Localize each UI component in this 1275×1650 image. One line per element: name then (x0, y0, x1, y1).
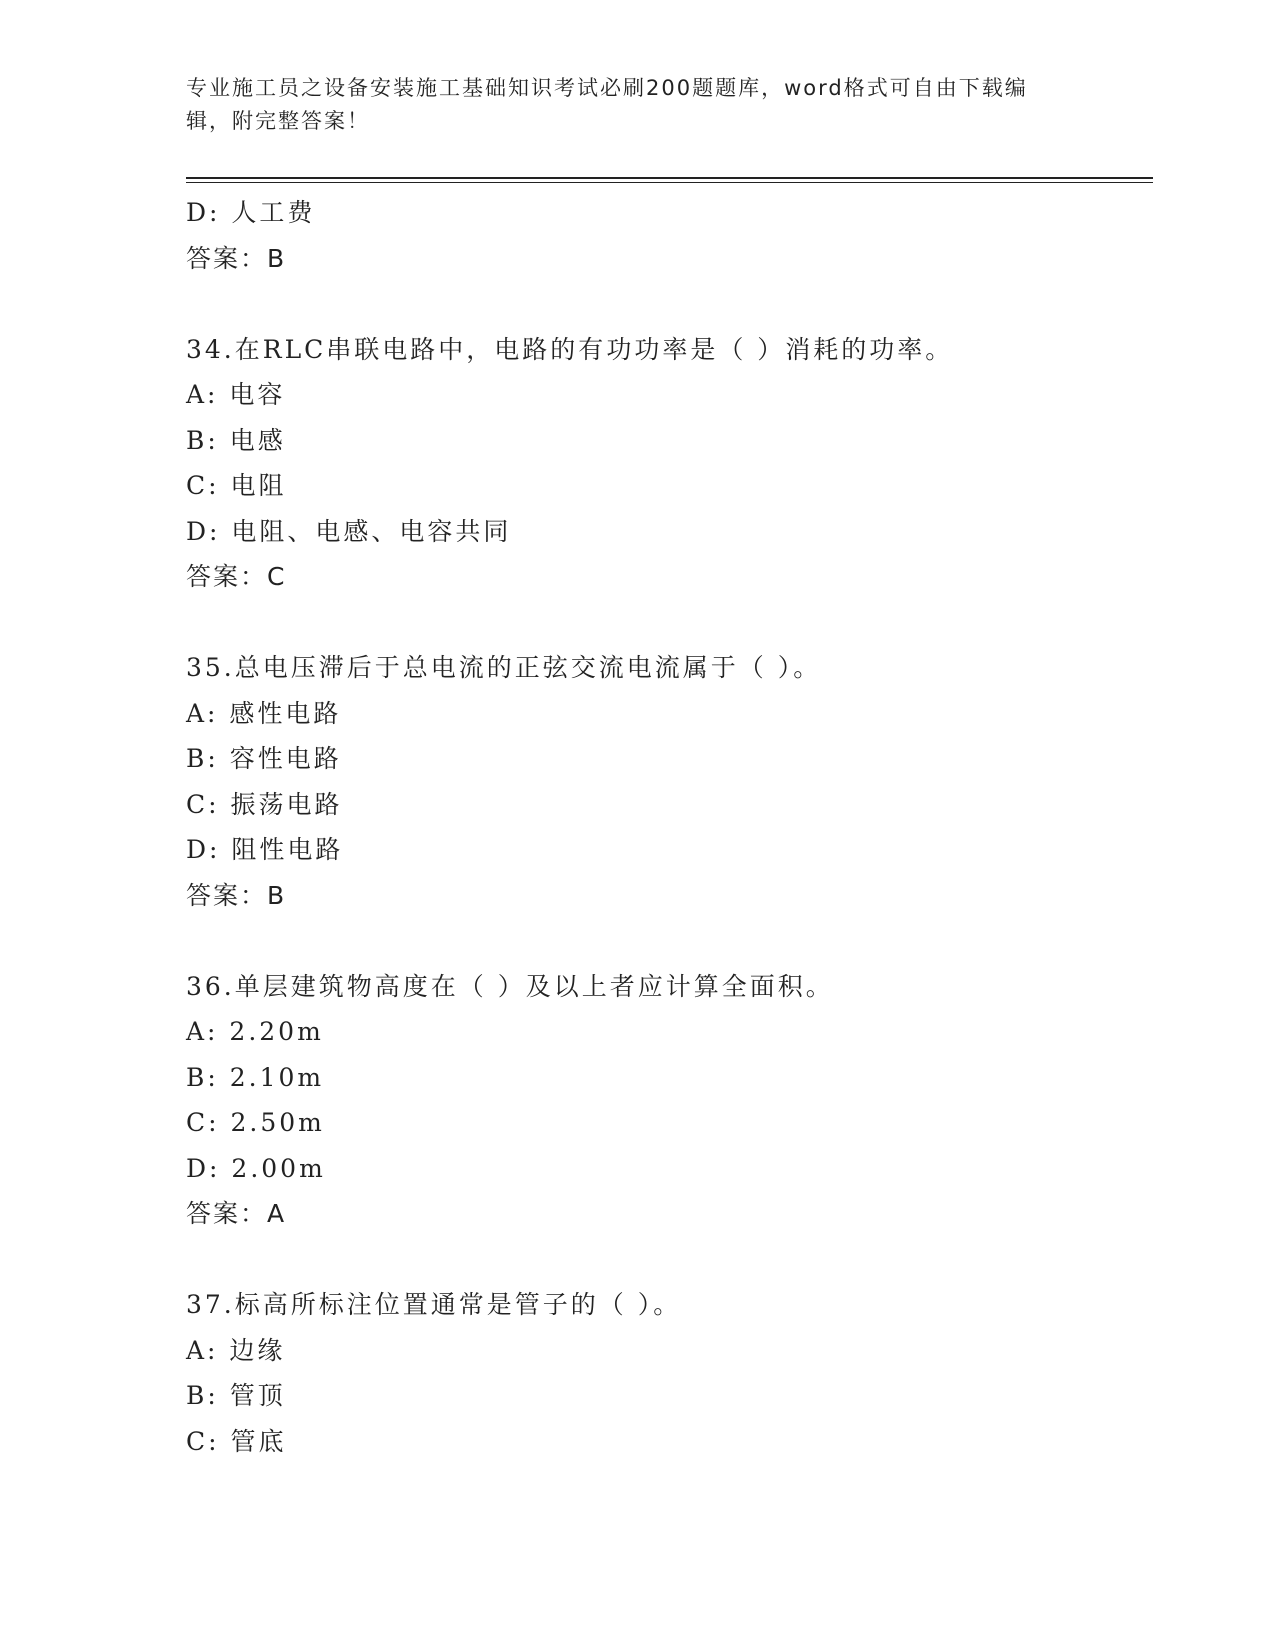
header-divider-thin (186, 182, 1153, 183)
option-c: C: 振荡电路 (186, 789, 343, 819)
question-37 (186, 1282, 1153, 1464)
option-b: B: 电感 (186, 425, 286, 455)
option-c: C: 管底 (186, 1426, 287, 1456)
option-d: D: 阻性电路 (186, 835, 344, 864)
option-d: D: 人工费 (186, 198, 316, 227)
question-33-tail (186, 190, 1153, 281)
question-stem: 37.标高所标注位置通常是管子的（ ）。 (186, 1290, 682, 1319)
option-a: A: 边缘 (186, 1335, 286, 1365)
spacer (186, 1237, 1153, 1283)
option-c: C: 2.50m (186, 1108, 325, 1137)
question-34 (186, 327, 1153, 600)
header-divider-thick (186, 177, 1153, 179)
spacer (186, 281, 1153, 327)
question-stem: 34.在RLC串联电路中，电路的有功功率是（ ）消耗的功率。 (186, 334, 954, 364)
question-35 (186, 645, 1153, 918)
option-a: A: 电容 (186, 380, 286, 409)
spacer (186, 918, 1153, 964)
option-a: A: 2.20m (186, 1017, 324, 1046)
header-title: 专业施工员之设备安装施工基础知识考试必刷200题题库，word格式可自由下载编辑，附完整答案！ (186, 76, 1028, 133)
option-d: D: 电阻、电感、电容共同 (186, 516, 512, 546)
spacer (186, 600, 1153, 646)
answer-line: 答案：A (186, 1199, 287, 1228)
question-stem: 35.总电压滞后于总电流的正弦交流电流属于（ ）。 (186, 653, 822, 682)
question-stem: 36.单层建筑物高度在（ ）及以上者应计算全面积。 (186, 971, 834, 1001)
answer-line: 答案：C (186, 562, 287, 591)
option-c: C: 电阻 (186, 471, 287, 500)
option-a: A: 感性电路 (186, 698, 342, 728)
answer-line: 答案：B (186, 243, 287, 273)
option-d: D: 2.00m (186, 1153, 326, 1183)
document-body (186, 190, 1153, 1464)
document-header (186, 72, 1066, 138)
option-b: B: 容性电路 (186, 744, 342, 773)
answer-line: 答案：B (186, 880, 287, 910)
question-36 (186, 964, 1153, 1237)
option-b: B: 管顶 (186, 1381, 286, 1410)
option-b: B: 2.10m (186, 1062, 325, 1092)
